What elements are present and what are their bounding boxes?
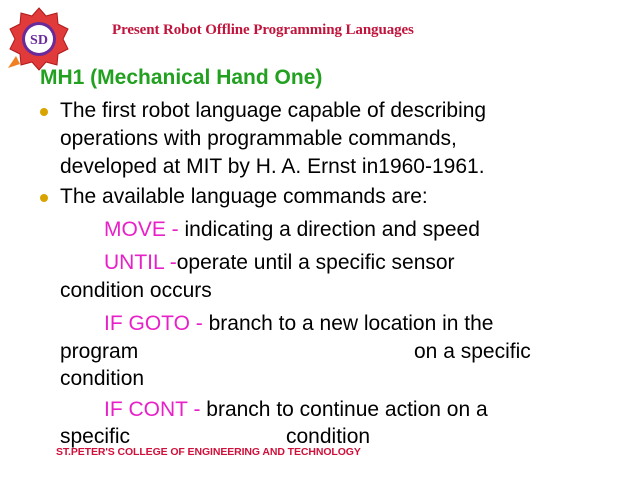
command-until [104, 250, 455, 275]
command-continuation: specific [60, 425, 131, 448]
footer-college-name: ST.PETER'S COLLEGE OF ENGINEERING AND TECHNOLOGY [56, 446, 361, 458]
command-keyword: UNTIL - [104, 251, 177, 274]
command-keyword: MOVE - [104, 218, 185, 241]
bullet-line: The first robot language capable of describing [60, 99, 487, 122]
command-description: branch to continue action on a [206, 398, 488, 421]
command-if-goto [104, 311, 493, 336]
bullet-line: operations with programmable commands, [60, 127, 457, 150]
bullet-line: The available language commands are: [60, 185, 428, 208]
command-continuation: program [60, 340, 139, 363]
command-continuation: condition [286, 425, 371, 448]
bullet-line: developed at MIT by H. A. Ernst in1960-1961. [60, 155, 485, 178]
command-keyword: IF GOTO - [104, 312, 209, 335]
command-if-cont [104, 397, 488, 422]
command-continuation: condition [60, 367, 145, 390]
section-heading: MH1 (Mechanical Hand One) [40, 66, 323, 89]
command-move [104, 217, 480, 242]
slide-title: Present Robot Offline Programming Languages [112, 22, 414, 38]
college-logo [6, 6, 72, 72]
logo-text: SD [30, 33, 48, 48]
bullet-dot-icon [40, 194, 48, 202]
command-description: indicating a direction and speed [184, 218, 480, 241]
command-keyword: IF CONT - [104, 398, 207, 421]
command-description: operate until a specific sensor [176, 251, 455, 274]
command-description: branch to a new location in the [208, 312, 494, 335]
command-continuation: on a specific [414, 340, 531, 363]
bullet-dot-icon [40, 108, 48, 116]
command-continuation: condition occurs [60, 279, 212, 302]
